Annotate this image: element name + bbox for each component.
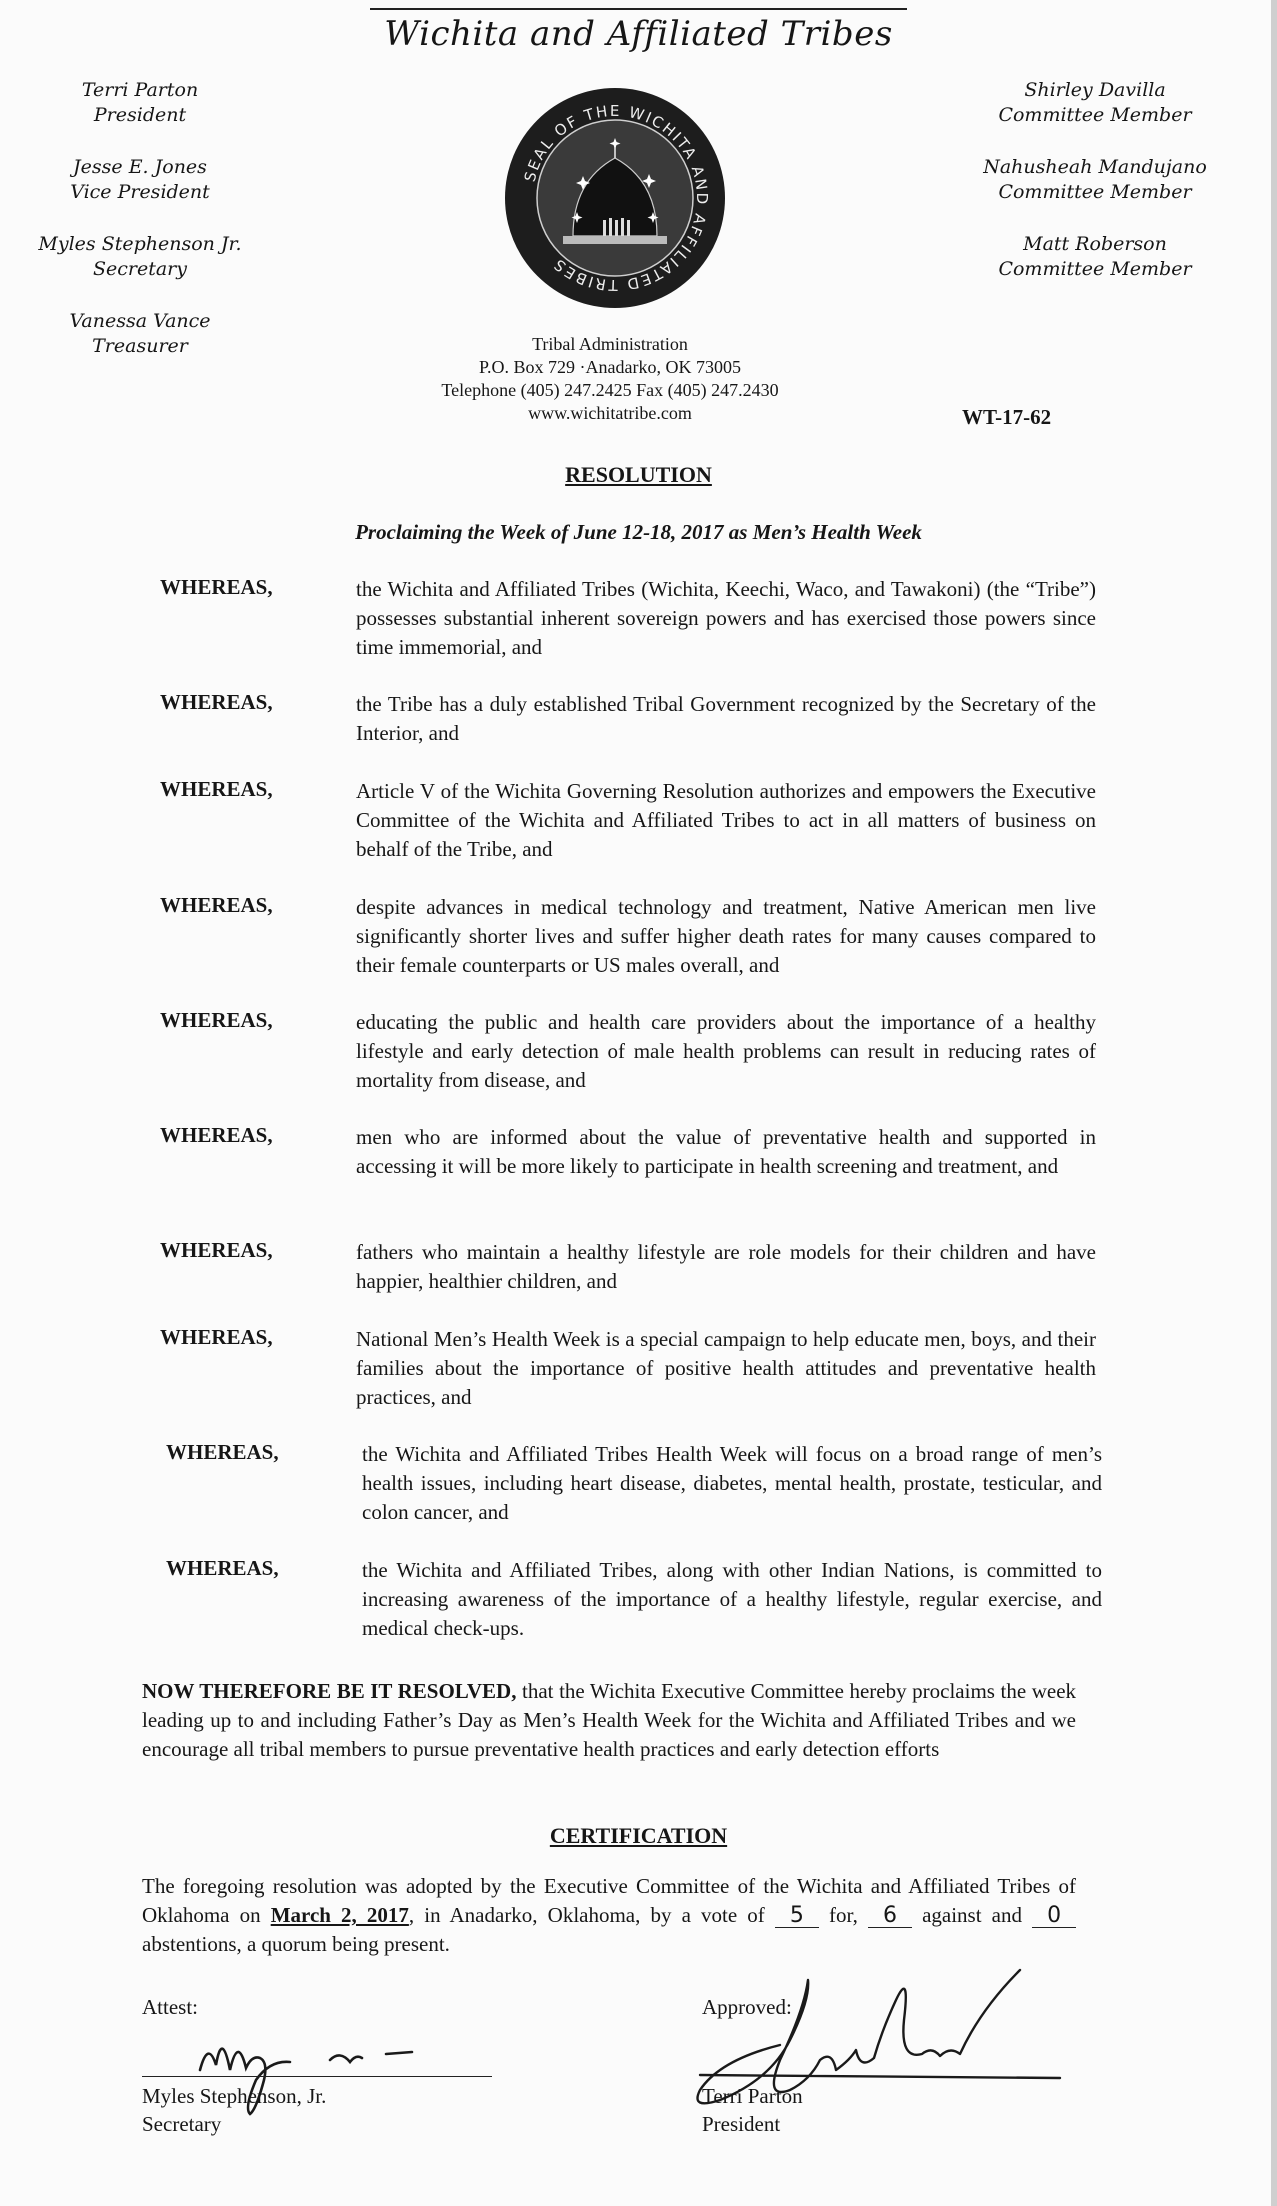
attest-title: Secretary xyxy=(142,2112,222,2136)
approved-label: Approved: xyxy=(702,1995,792,2019)
whereas-label: WHEREAS, xyxy=(160,893,273,917)
whereas-text: the Wichita and Affiliated Tribes, along with other Indian Nations, is committed to increasing awareness of the importance of a healthy lifestyle, regular exercise, and medical check-ups. xyxy=(362,1558,1102,1640)
admin-line: Tribal Administration xyxy=(532,334,688,354)
whereas-label: WHEREAS, xyxy=(160,1008,273,1032)
cert-text: , in Anadarko, Oklahoma, by a vote of xyxy=(408,1903,765,1927)
resolved-paragraph xyxy=(142,1677,1076,1764)
officer xyxy=(940,155,1250,205)
officer xyxy=(10,78,270,128)
officer-name: Matt Roberson xyxy=(1023,233,1167,255)
svg-text:SEAL OF THE WICHITA AND AFFILI: SEAL OF THE WICHITA AND AFFILIATED TRIBES xyxy=(520,101,712,295)
whereas-label: WHEREAS, xyxy=(166,1556,279,1580)
officer-name: Nahusheah Mandujano xyxy=(983,156,1207,178)
officer-name: Terri Parton xyxy=(81,79,199,101)
officer-title: Committee Member xyxy=(998,258,1192,280)
whereas-label: WHEREAS, xyxy=(160,1123,273,1147)
certification-paragraph xyxy=(142,1872,1076,1959)
officer xyxy=(10,155,270,205)
resolved-text: that the Wichita Executive Committee hereby proclaims the week leading up to and including Father’s Day as Men’s Health Week for the Wichita and Affiliated Tribes and we encourage all tribal members to pursue preventative health practices and early detection efforts xyxy=(142,1679,1077,1761)
approved-block xyxy=(702,2082,803,2138)
whereas-text: men who are informed about the value of preventative health and supported in accessing it will be more likely to participate in health screening and treatment, and xyxy=(356,1125,1096,1178)
whereas-label: WHEREAS, xyxy=(160,690,273,714)
officer-title: Vice President xyxy=(70,181,210,203)
whereas-label: WHEREAS, xyxy=(160,777,273,801)
whereas-label: WHEREAS, xyxy=(160,1325,273,1349)
resolved-lead: NOW THEREFORE BE IT RESOLVED, xyxy=(142,1679,517,1703)
officer-title: Secretary xyxy=(92,258,187,280)
resolution-subtitle: Proclaiming the Week of June 12-18, 2017 as Men’s Health Week xyxy=(355,520,922,544)
officers-left xyxy=(10,78,270,386)
officer xyxy=(10,309,270,359)
adoption-date: March 2, 2017 xyxy=(270,1903,409,1927)
whereas-text: fathers who maintain a healthy lifestyle are role models for their children and have happier, healthier children, and xyxy=(356,1240,1096,1293)
whereas-text: despite advances in medical technology and treatment, Native American men live significantly shorter lives and suffer higher death rates for many causes compared to their female counterparts or US males overall, and xyxy=(356,895,1096,977)
certification-heading xyxy=(0,1823,1277,1849)
attest-block xyxy=(142,2082,326,2138)
officer xyxy=(10,232,270,282)
whereas-label: WHEREAS, xyxy=(160,575,273,599)
attest-name: Myles Stephenson, Jr. xyxy=(142,2084,327,2108)
officer-title: President xyxy=(93,104,187,126)
approved-title: President xyxy=(702,2112,781,2136)
votes-against: 6 xyxy=(868,1905,912,1928)
officer-title: Treasurer xyxy=(92,335,188,357)
whereas-text: educating the public and health care providers about the importance of a healthy lifestyle and early detection of male health problems can result in reducing rates of mortality from disease, and xyxy=(356,1010,1096,1092)
resolution-heading xyxy=(0,462,1277,488)
officer-name: Myles Stephenson Jr. xyxy=(38,233,242,255)
approved-name: Terri Parton xyxy=(702,2084,803,2108)
officer xyxy=(940,78,1250,128)
whereas-label: WHEREAS, xyxy=(160,1238,273,1262)
officer-name: Jesse E. Jones xyxy=(73,156,207,178)
officer-title: Committee Member xyxy=(998,181,1192,203)
letterhead-title: Wichita and Affiliated Tribes xyxy=(384,14,893,54)
whereas-text: National Men’s Health Week is a special campaign to help educate men, boys, and their families about the importance of positive health attitudes and preventative health practices, and xyxy=(356,1327,1096,1409)
website: www.wichitatribe.com xyxy=(528,403,692,423)
tribal-seal-icon xyxy=(503,86,727,310)
whereas-label: WHEREAS, xyxy=(166,1440,279,1464)
certification-heading-text: CERTIFICATION xyxy=(549,1823,728,1848)
cert-text: abstentions, a quorum being present. xyxy=(142,1932,450,1956)
tribal-administration-address xyxy=(330,333,890,425)
whereas-text: the Wichita and Affiliated Tribes Health Week will focus on a broad range of men’s health issues, including heart disease, diabetes, mental health, prostate, testicular, and colon cancer, and xyxy=(362,1442,1102,1524)
scan-edge xyxy=(1271,0,1277,2206)
cert-text: for, xyxy=(828,1903,858,1927)
officer-name: Shirley Davilla xyxy=(1024,79,1166,101)
attest-label: Attest: xyxy=(142,1995,198,2019)
officers-right xyxy=(940,78,1250,309)
cert-text: against and xyxy=(922,1903,1022,1927)
admin-line: Telephone (405) 247.2425 Fax (405) 247.2430 xyxy=(441,380,779,400)
officer-name: Vanessa Vance xyxy=(69,310,211,332)
officer xyxy=(940,232,1250,282)
cert-text: The foregoing resolution was adopted by the Executive Committee of the Wichita and Affiliated Tribes of Oklahoma on xyxy=(142,1874,1076,1927)
votes-for: 5 xyxy=(775,1905,819,1928)
top-rule xyxy=(370,8,907,10)
admin-line: P.O. Box 729 ·Anadarko, OK 73005 xyxy=(479,357,741,377)
whereas-text: the Wichita and Affiliated Tribes (Wichita, Keechi, Waco, and Tawakoni) (the “Tribe”) possesses substantial inherent sovereign powers and has exercised those powers since time immemorial, and xyxy=(356,577,1096,659)
resolution-number: WT-17-62 xyxy=(962,405,1052,429)
abstentions: 0 xyxy=(1032,1905,1076,1928)
whereas-text: Article V of the Wichita Governing Resolution authorizes and empowers the Executive Committee of the Wichita and Affiliated Tribes to act in all matters of business on behalf of the Tribe, and xyxy=(356,779,1096,861)
resolution-heading-text: RESOLUTION xyxy=(565,462,712,487)
officer-title: Committee Member xyxy=(998,104,1192,126)
attest-signature-line xyxy=(142,2076,492,2077)
whereas-text: the Tribe has a duly established Tribal Government recognized by the Secretary of the Interior, and xyxy=(356,692,1096,745)
